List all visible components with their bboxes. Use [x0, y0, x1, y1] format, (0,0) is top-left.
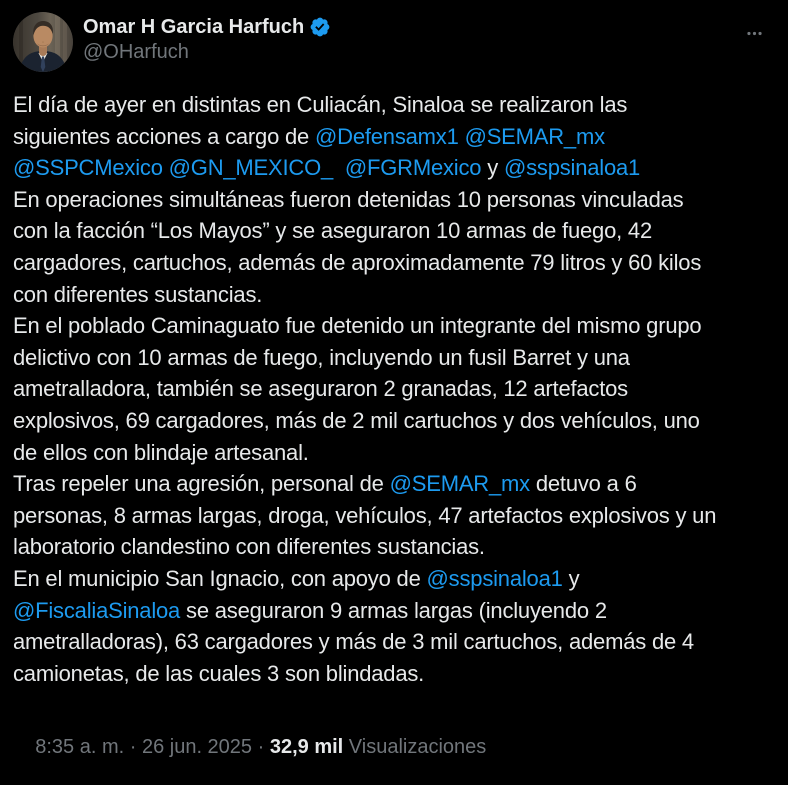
tweet-text-span: explosivos, 69 cargadores, más de 2 mil cartuchos y dos vehículos, uno [13, 407, 700, 433]
tweet-text-span: laboratorio clandestino con diferentes sustancias. [13, 534, 485, 560]
views-label: Visualizaciones [343, 736, 487, 759]
meta-separator: · [252, 736, 270, 759]
tweet-text-span: siguientes acciones a cargo de [13, 123, 315, 149]
mention-link[interactable]: @SEMAR_mx [464, 123, 605, 149]
tweet-text-span: ametralladoras), 63 cargadores y más de 3 mil cartuchos, además de 4 [13, 629, 694, 655]
avatar[interactable] [13, 12, 73, 72]
tweet-text-span: camionetas, de las cuales 3 son blindadas. [13, 660, 425, 686]
tweet-text-span: El día de ayer en distintas en Culiacán, Sinaloa se realizaron las [13, 92, 628, 117]
ellipsis-icon [745, 24, 764, 43]
tweet-text-span: y [562, 565, 580, 591]
tweet-text-span: personas, 8 armas largas, droga, vehículos, 47 artefactos explosivos y un [13, 502, 717, 528]
meta-separator: · [124, 736, 142, 759]
tweet-text-span: se aseguraron 9 armas largas (incluyendo 2 [180, 597, 607, 623]
mention-link[interactable]: @sspsinaloa1 [503, 155, 641, 181]
more-options-button[interactable] [741, 20, 768, 47]
tweet-text-span [333, 155, 345, 180]
tweet-text-span: delictivo con 10 armas de fuego, incluyendo un fusil Barret y una [13, 344, 630, 370]
tweet-text-span: con la facción “Los Mayos” y se aseguraron 10 armas de fuego, 42 [13, 218, 653, 244]
timestamp: 8:35 a. m. [35, 736, 125, 759]
mention-link[interactable]: @FiscaliaSinaloa [13, 597, 181, 623]
mention-link[interactable]: @FGRMexico [344, 155, 482, 181]
tweet-text-span: ametralladora, también se aseguraron 2 granadas, 12 artefactos [13, 376, 628, 402]
tweet-text-span: con diferentes sustancias. [13, 281, 263, 307]
mention-link[interactable]: @GN_MEXICO_ [168, 155, 334, 181]
user-info [83, 12, 331, 64]
tweet-text-span: de ellos con blindaje artesanal. [13, 439, 309, 465]
tweet-text-span: detuvo a 6 [529, 471, 637, 497]
tweet-text-span: En el municipio San Ignacio, con apoyo de [13, 565, 427, 591]
tweet-meta [13, 710, 776, 785]
date: 26 jun. 2025 [141, 736, 253, 759]
avatar-photo [13, 12, 73, 72]
mention-link[interactable]: @sspsinaloa1 [426, 565, 563, 591]
tweet-text [13, 89, 776, 689]
user-handle[interactable]: @OHarfuch [83, 41, 189, 63]
tweet-text-span: En el poblado Caminaguato fue detenido un integrante del mismo grupo [13, 313, 702, 339]
tweet-text-span: y [481, 155, 504, 181]
tweet-header [13, 12, 776, 72]
tweet-text-span: En operaciones simultáneas fueron detenidas 10 personas vinculadas [13, 186, 684, 212]
tweet-text-span: cargadores, cartuchos, además de aproximadamente 79 litros y 60 kilos [13, 249, 702, 275]
views-count: 32,9 mil [269, 736, 344, 759]
mention-link[interactable]: @SSPCMexico [13, 155, 163, 181]
verified-badge-icon[interactable] [309, 16, 331, 38]
tweet-text-span: Tras repeler una agresión, personal de [13, 471, 390, 497]
mention-link[interactable]: @Defensamx1 [315, 123, 459, 149]
mention-link[interactable]: @SEMAR_mx [389, 471, 530, 497]
display-name[interactable]: Omar H Garcia Harfuch [83, 16, 305, 38]
